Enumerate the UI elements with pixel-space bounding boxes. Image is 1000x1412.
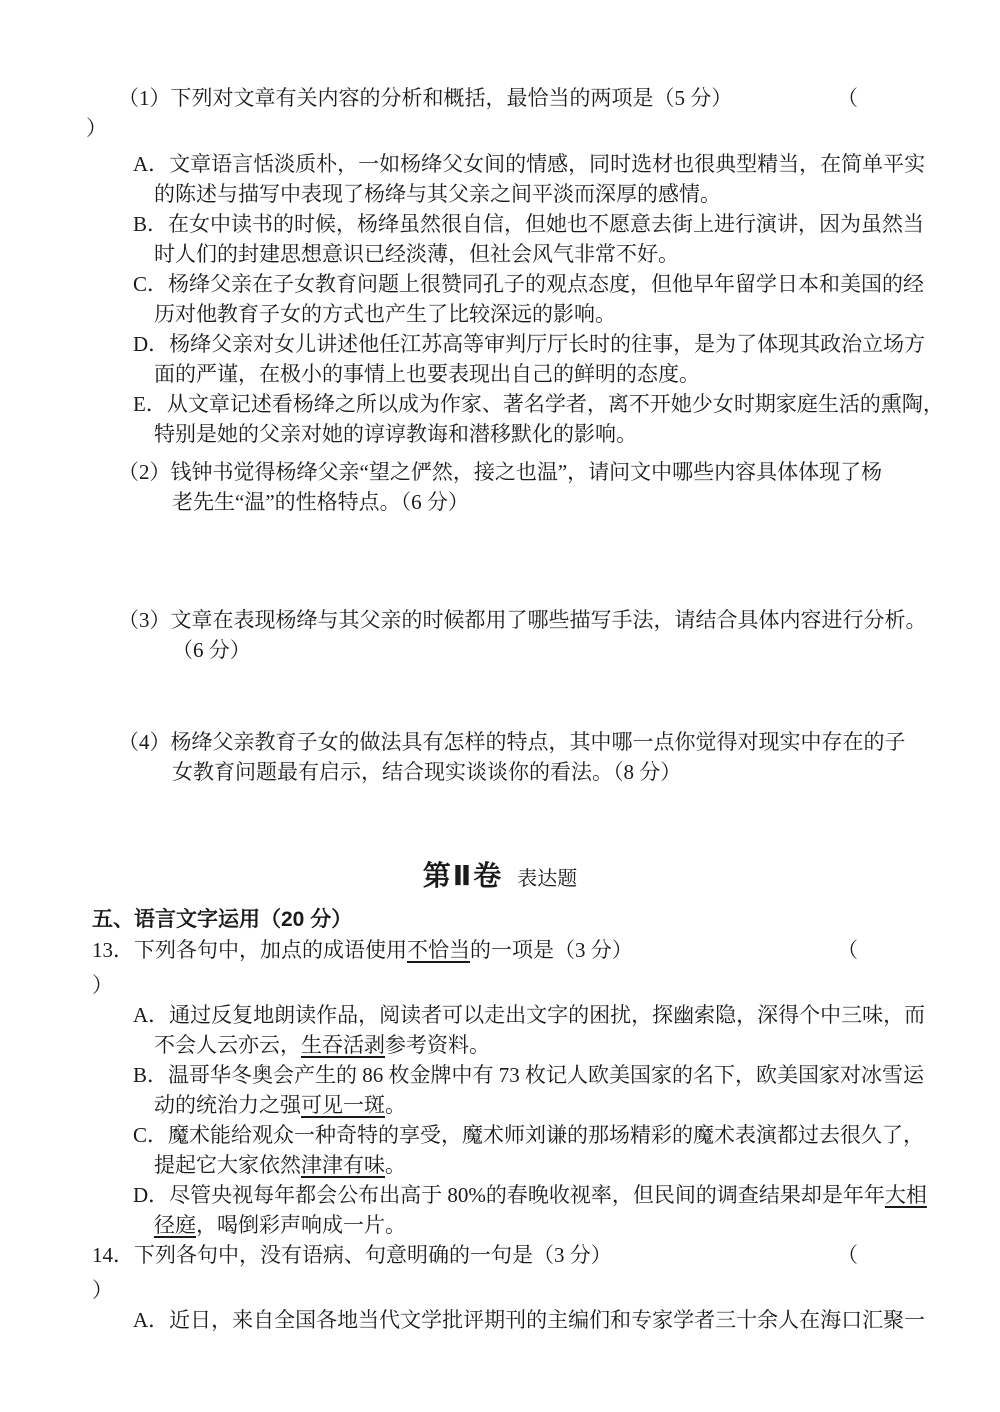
answer-bracket-open: （ <box>837 938 858 962</box>
q14-option-a-line1 <box>0 1305 1000 1335</box>
question-13-number: 13． <box>92 938 134 962</box>
volume-subtitle: 表达题 <box>517 868 578 890</box>
answer-bracket-open: （ <box>837 86 858 110</box>
question-2-line1 <box>0 457 1000 487</box>
q13-option-d-line2 <box>0 1210 1000 1240</box>
option-text: 不会人云亦云， <box>154 1033 301 1057</box>
q1-option-e-line1 <box>0 389 1000 419</box>
question-2-number: （2） <box>118 460 171 484</box>
question-3-number: （3） <box>118 608 171 632</box>
question-2-line2 <box>0 487 1000 517</box>
question-14-number: 14． <box>92 1243 134 1267</box>
q13-option-c-line1 <box>0 1120 1000 1150</box>
q13-option-c-line2 <box>0 1150 1000 1180</box>
option-text: 提起它大家依然 <box>154 1153 301 1177</box>
option-text: 文章语言恬淡质朴，一如杨绛父女间的情感，同时选材也很典型精当，在简单平实 <box>169 152 926 176</box>
option-text: 。 <box>385 1153 406 1177</box>
q1-option-b-line1 <box>0 209 1000 239</box>
option-label: D． <box>133 1183 170 1207</box>
option-text: 温哥华冬奥会产生的 86 枚金牌中有 73 枚记人欧美国家的名下，欧美国家对冰雪运 <box>168 1063 925 1087</box>
option-text: 参考资料。 <box>385 1033 490 1057</box>
q1-option-a-line2 <box>0 179 1000 209</box>
q1-option-a-line1 <box>0 149 1000 179</box>
option-text: 杨绛父亲对女儿讲述他任江苏高等审判厅厅长时的往事，是为了体现其政治立场方 <box>169 332 926 356</box>
q1-option-e-line2 <box>0 419 1000 449</box>
option-underlined: 可见一斑 <box>301 1093 385 1117</box>
option-label: B． <box>133 1063 169 1087</box>
question-13-post: 的一项是（3 分） <box>470 938 633 962</box>
q1-option-d-line2 <box>0 359 1000 389</box>
option-label: A． <box>133 152 170 176</box>
q13-option-b-line2 <box>0 1090 1000 1120</box>
option-label: D． <box>133 332 170 356</box>
question-13-pre: 下列各句中，加点的成语使用 <box>134 938 407 962</box>
option-underlined: 大相 <box>884 1183 927 1207</box>
option-text: ，喝倒彩声响成一片。 <box>196 1213 406 1237</box>
q1-option-d-line1 <box>0 329 1000 359</box>
volume-title: 第Ⅱ卷 <box>422 860 504 891</box>
option-text: 。 <box>385 1093 406 1117</box>
option-text: 尽管央视每年都会公布出高于 80%的春晚收视率，但民间的调查结果却是年年 <box>169 1183 885 1207</box>
option-label: A． <box>133 1308 170 1332</box>
option-label: C． <box>133 272 169 296</box>
option-label: A． <box>133 1003 170 1027</box>
question-13-underlined: 不恰当 <box>407 938 470 962</box>
question-1-number: （1） <box>118 86 171 110</box>
answer-bracket-close-line <box>0 1275 1000 1305</box>
option-text: 时人们的封建思想意识已经淡薄，但社会风气非常不好。 <box>154 242 679 266</box>
question-13-heading <box>0 935 1000 965</box>
question-3-line1 <box>0 605 1000 635</box>
q1-option-c-line1 <box>0 269 1000 299</box>
option-underlined: 径庭 <box>154 1213 196 1237</box>
section-5-heading-text: 五、语言文字运用（20 分） <box>92 908 353 931</box>
option-label: B． <box>133 212 169 236</box>
q13-option-a-line2 <box>0 1030 1000 1060</box>
option-text: 在女中读书的时候，杨绛虽然很自信，但她也不愿意去街上进行演讲，因为虽然当 <box>168 212 925 236</box>
question-1-text: 下列对文章有关内容的分析和概括，最恰当的两项是（5 分） <box>170 86 733 110</box>
question-14-text: 下列各句中，没有语病、句意明确的一句是（3 分） <box>134 1243 612 1267</box>
question-2-text: 钱钟书觉得杨绛父亲“望之俨然，接之也温”，请问文中哪些内容具体体现了杨 <box>170 460 883 484</box>
option-text: 从文章记述看杨绛之所以成为作家、著名学者，离不开她少女时期家庭生活的熏陶， <box>166 392 944 416</box>
option-label: C． <box>133 1123 169 1147</box>
option-text: 动的统治力之强 <box>154 1093 301 1117</box>
question-3-line2 <box>0 635 1000 665</box>
option-text: 面的严谨，在极小的事情上也要表现出自己的鲜明的态度。 <box>154 362 700 386</box>
option-label: E． <box>133 392 167 416</box>
answer-bracket-close-line <box>0 970 1000 1000</box>
answer-bracket-close: ） <box>92 1278 113 1302</box>
option-text: 历对他教育子女的方式也产生了比较深远的影响。 <box>154 302 616 326</box>
option-text: 魔术能给观众一种奇特的享受，魔术师刘谦的那场精彩的魔术表演都过去很久了， <box>168 1123 925 1147</box>
question-2-text: 老先生“温”的性格特点。（6 分） <box>172 490 469 514</box>
question-4-number: （4） <box>118 730 171 754</box>
question-3-text: （6 分） <box>172 638 251 662</box>
q1-option-c-line2 <box>0 299 1000 329</box>
q1-option-b-line2 <box>0 239 1000 269</box>
option-underlined: 津津有味 <box>301 1153 385 1177</box>
answer-bracket-close: ） <box>92 973 113 997</box>
option-text: 近日，来自全国各地当代文学批评期刊的主编们和专家学者三十余人在海口汇聚一 <box>169 1308 926 1332</box>
q13-option-b-line1 <box>0 1060 1000 1090</box>
option-text: 特别是她的父亲对她的谆谆教诲和潜移默化的影响。 <box>154 422 637 446</box>
option-text: 的陈述与描写中表现了杨绛与其父亲之间平淡而深厚的感情。 <box>154 182 721 206</box>
question-4-line2 <box>0 757 1000 787</box>
q13-option-a-line1 <box>0 1000 1000 1030</box>
section-5-heading <box>0 905 1000 935</box>
question-4-line1 <box>0 727 1000 757</box>
option-text: 通过反复地朗读作品，阅读者可以走出文字的困扰，探幽索隐，深得个中三味，而 <box>169 1003 926 1027</box>
question-14-heading <box>0 1240 1000 1270</box>
answer-bracket-close: ） <box>86 116 107 140</box>
question-3-text: 文章在表现杨绛与其父亲的时候都用了哪些描写手法，请结合具体内容进行分析。 <box>170 608 927 632</box>
option-underlined: 生吞活剥 <box>301 1033 385 1057</box>
answer-bracket-open: （ <box>837 1243 858 1267</box>
option-text: 杨绛父亲在子女教育问题上很赞同孔子的观点态度，但他早年留学日本和美国的经 <box>168 272 925 296</box>
question-4-text: 女教育问题最有启示，结合现实谈谈你的看法。（8 分） <box>172 760 682 784</box>
volume-header <box>0 857 1000 895</box>
q13-option-d-line1 <box>0 1180 1000 1210</box>
question-1-heading <box>0 83 1000 113</box>
answer-bracket-close-line <box>0 113 1000 143</box>
question-4-text: 杨绛父亲教育子女的做法具有怎样的特点，其中哪一点你觉得对现实中存在的子 <box>170 730 906 754</box>
